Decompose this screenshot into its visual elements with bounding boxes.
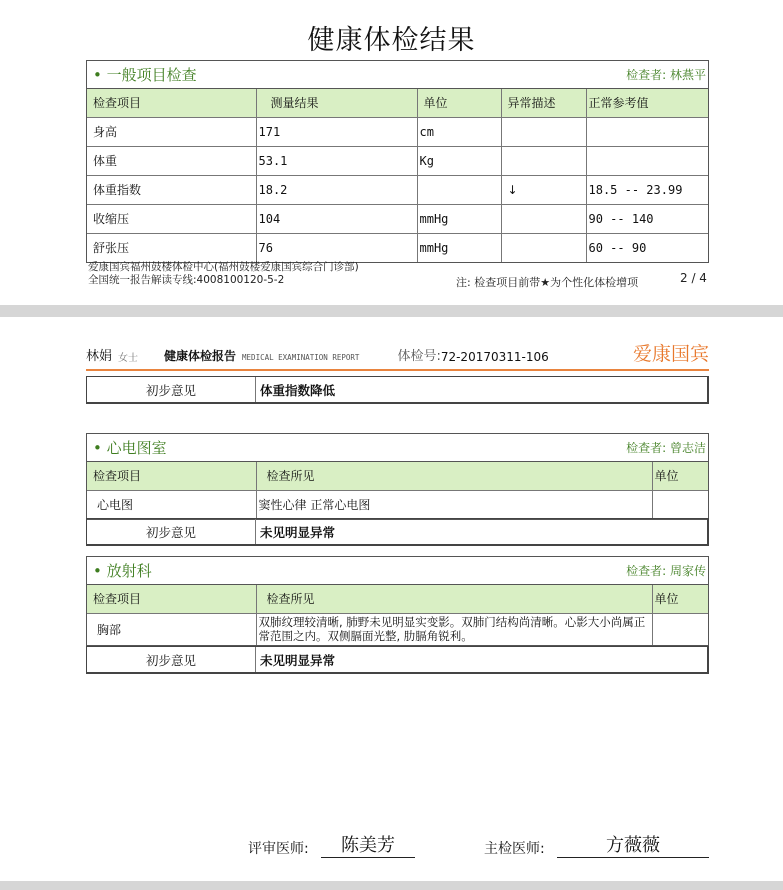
examiner: 检查者: 曾志洁 (626, 441, 706, 455)
chief-signature-line (557, 857, 709, 858)
general-opinion-row (86, 376, 709, 404)
result-cell: 53.1 (256, 146, 417, 175)
table-header-row (87, 585, 708, 613)
table-row (87, 490, 708, 519)
finding-cell: 窦性心律 正常心电图 (256, 490, 652, 519)
table-row (87, 146, 708, 175)
organization-name: 爱康国宾福州鼓楼体检中心(福州鼓楼爱康国宾综合门诊部) (88, 261, 359, 273)
table-header-row (87, 462, 708, 490)
report-title: 健康体检报告 (164, 349, 237, 363)
examiner: 检查者: 林燕平 (626, 68, 706, 82)
page-number: 2 / 4 (680, 271, 707, 285)
table-row (87, 175, 708, 204)
opinion-label: 初步意见 (87, 647, 256, 672)
item-cell: 心电图 (87, 490, 256, 519)
section-title: • 心电图室 (93, 439, 167, 457)
result-cell: 171 (256, 117, 417, 146)
abnormal-cell (501, 117, 586, 146)
examiner: 检查者: 周家传 (626, 564, 706, 578)
unit-cell (417, 175, 501, 204)
general-exam-table (87, 89, 708, 262)
opinion-value: 未见明显异常 (260, 524, 336, 540)
column-header: 单位 (652, 585, 708, 613)
general-exam-section (86, 60, 709, 263)
patient-gender: 女士 (118, 353, 139, 364)
reference-cell (586, 146, 708, 175)
column-header: 检查所见 (256, 585, 652, 613)
table-header-row (87, 89, 708, 117)
table-row (87, 233, 708, 262)
column-header: 正常参考值 (586, 89, 708, 117)
unit-cell: mmHg (417, 204, 501, 233)
table-row (87, 117, 708, 146)
column-header: 单位 (652, 462, 708, 490)
ecg-table (87, 462, 708, 519)
brand-logo-text: 爱康国宾 (632, 343, 709, 365)
item-cell: 胸部 (87, 613, 256, 645)
unit-cell (652, 490, 708, 519)
reference-cell: 18.5 -- 23.99 (586, 175, 708, 204)
radiology-section (86, 556, 709, 646)
result-cell: 76 (256, 233, 417, 262)
item-cell: 舒张压 (87, 233, 256, 262)
hotline: 全国统一报告解读专线:4008100120-5-2 (88, 274, 285, 286)
result-cell: 104 (256, 204, 417, 233)
opinion-value: 未见明显异常 (260, 652, 336, 668)
finding-cell: 双肺纹理较清晰, 肺野未见明显实变影。双肺门结构尚清晰。心影大小尚属正常范围之内。双侧膈面光整, 肋膈角锐利。 (256, 613, 652, 645)
abnormal-cell: ↓ (501, 175, 586, 204)
ecg-opinion-row (86, 518, 709, 546)
abnormal-cell (501, 233, 586, 262)
radiology-table (87, 585, 708, 645)
section-title: • 放射科 (93, 562, 152, 580)
radiology-header (87, 557, 708, 585)
table-row (87, 204, 708, 233)
page-divider (0, 305, 783, 317)
opinion-label: 初步意见 (87, 377, 256, 402)
table-row (87, 613, 708, 645)
opinion-value: 体重指数降低 (260, 382, 336, 398)
reviewer-label: 评审医师: (248, 841, 309, 857)
organization-info (88, 261, 359, 287)
chief-signature: 方薇薇 (606, 835, 660, 856)
reviewer-signature-line (321, 857, 415, 858)
column-header: 检查项目 (87, 89, 256, 117)
reference-cell: 90 -- 140 (586, 204, 708, 233)
page-title: 健康体检结果 (307, 25, 476, 56)
abnormal-cell (501, 146, 586, 175)
result-cell: 18.2 (256, 175, 417, 204)
column-header: 异常描述 (501, 89, 586, 117)
footnote: 注: 检查项目前带★为个性化体检增项 (456, 276, 639, 289)
column-header: 检查项目 (87, 462, 256, 490)
opinion-label: 初步意见 (87, 519, 256, 544)
column-header: 检查所见 (256, 462, 652, 490)
reference-cell: 60 -- 90 (586, 233, 708, 262)
exam-number-label: 体检号: (397, 349, 441, 364)
item-cell: 身高 (87, 117, 256, 146)
radiology-opinion-row (86, 646, 709, 674)
report-header (86, 340, 709, 371)
column-header: 检查项目 (87, 585, 256, 613)
reference-cell (586, 117, 708, 146)
column-header: 单位 (417, 89, 501, 117)
unit-cell: Kg (417, 146, 501, 175)
page-divider (0, 881, 783, 890)
abnormal-cell (501, 204, 586, 233)
ecg-header (87, 434, 708, 462)
report-title-en: MEDICAL EXAMINATION REPORT (242, 353, 360, 362)
item-cell: 收缩压 (87, 204, 256, 233)
section-title: • 一般项目检查 (93, 66, 197, 84)
ecg-section (86, 433, 709, 520)
patient-name: 林娟 (86, 349, 113, 364)
general-exam-header (87, 61, 708, 89)
unit-cell (652, 613, 708, 645)
unit-cell: mmHg (417, 233, 501, 262)
item-cell: 体重指数 (87, 175, 256, 204)
reviewer-signature: 陈美芳 (341, 835, 395, 856)
chief-label: 主检医师: (484, 841, 545, 857)
exam-number: 72-20170311-106 (440, 350, 549, 364)
unit-cell: cm (417, 117, 501, 146)
item-cell: 体重 (87, 146, 256, 175)
column-header: 测量结果 (256, 89, 417, 117)
